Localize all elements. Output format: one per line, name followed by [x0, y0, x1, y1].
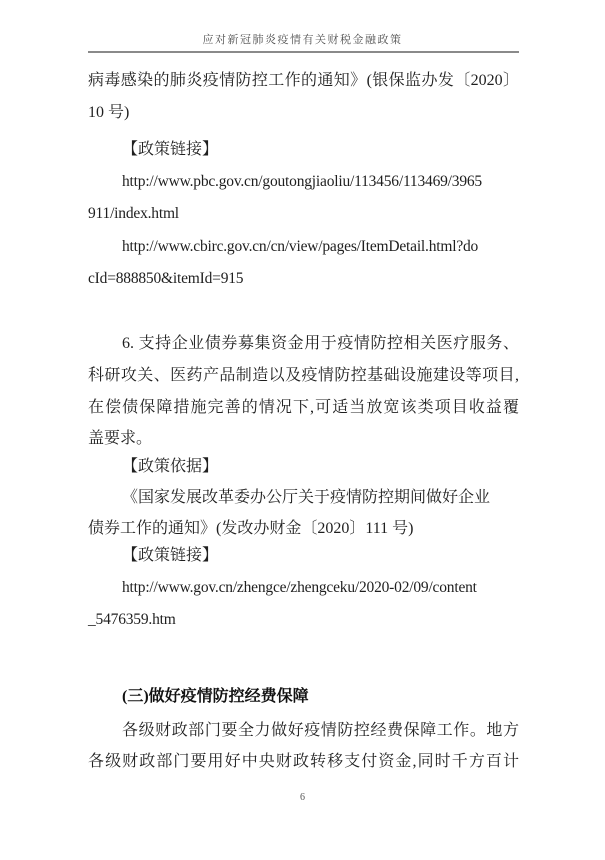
page-header-title: 应对新冠肺炎疫情有关财税金融政策 [202, 34, 403, 46]
url-line: http://www.gov.cn/zhengce/zhengceku/2020-02/09/content [122, 579, 477, 596]
url-line: http://www.pbc.gov.cn/goutongjiaoliu/113456/113469/3965 [122, 173, 482, 190]
citation-line: 债券工作的通知》(发改办财金〔2020〕111 号) [88, 520, 414, 537]
policy-link-label: 【政策链接】 [122, 141, 219, 158]
text-line: 各级财政部门要全力做好疫情防控经费保障工作。地方 [122, 722, 519, 739]
section-heading: (三)做好疫情防控经费保障 [122, 688, 309, 705]
numbered-item-line: 6. 支持企业债券募集资金用于疫情防控相关医疗服务、 [122, 335, 519, 352]
text-line: 科研攻关、医药产品制造以及疫情防控基础设施建设等项目, [88, 367, 519, 384]
text-line: 病毒感染的肺炎疫情防控工作的通知》(银保监办发〔2020〕 [88, 72, 519, 89]
policy-link-label: 【政策链接】 [122, 547, 219, 564]
header-rule [88, 51, 519, 53]
citation-line: 《国家发展改革委办公厅关于疫情防控期间做好企业 [122, 489, 491, 506]
text-line: 各级财政部门要用好中央财政转移支付资金,同时千方百计 [88, 753, 519, 770]
text-line: 10 号) [88, 104, 130, 121]
policy-basis-label: 【政策依据】 [122, 458, 219, 475]
url-line: cId=888850&itemId=915 [88, 270, 244, 287]
url-line: http://www.cbirc.gov.cn/cn/view/pages/ItemDetail.html?do [122, 238, 479, 255]
url-line: 911/index.html [88, 205, 179, 222]
text-line: 盖要求。 [88, 430, 153, 447]
url-line: _5476359.htm [88, 611, 176, 628]
page-number: 6 [300, 792, 305, 803]
text-line: 在偿债保障措施完善的情况下,可适当放宽该类项目收益覆 [88, 399, 519, 416]
